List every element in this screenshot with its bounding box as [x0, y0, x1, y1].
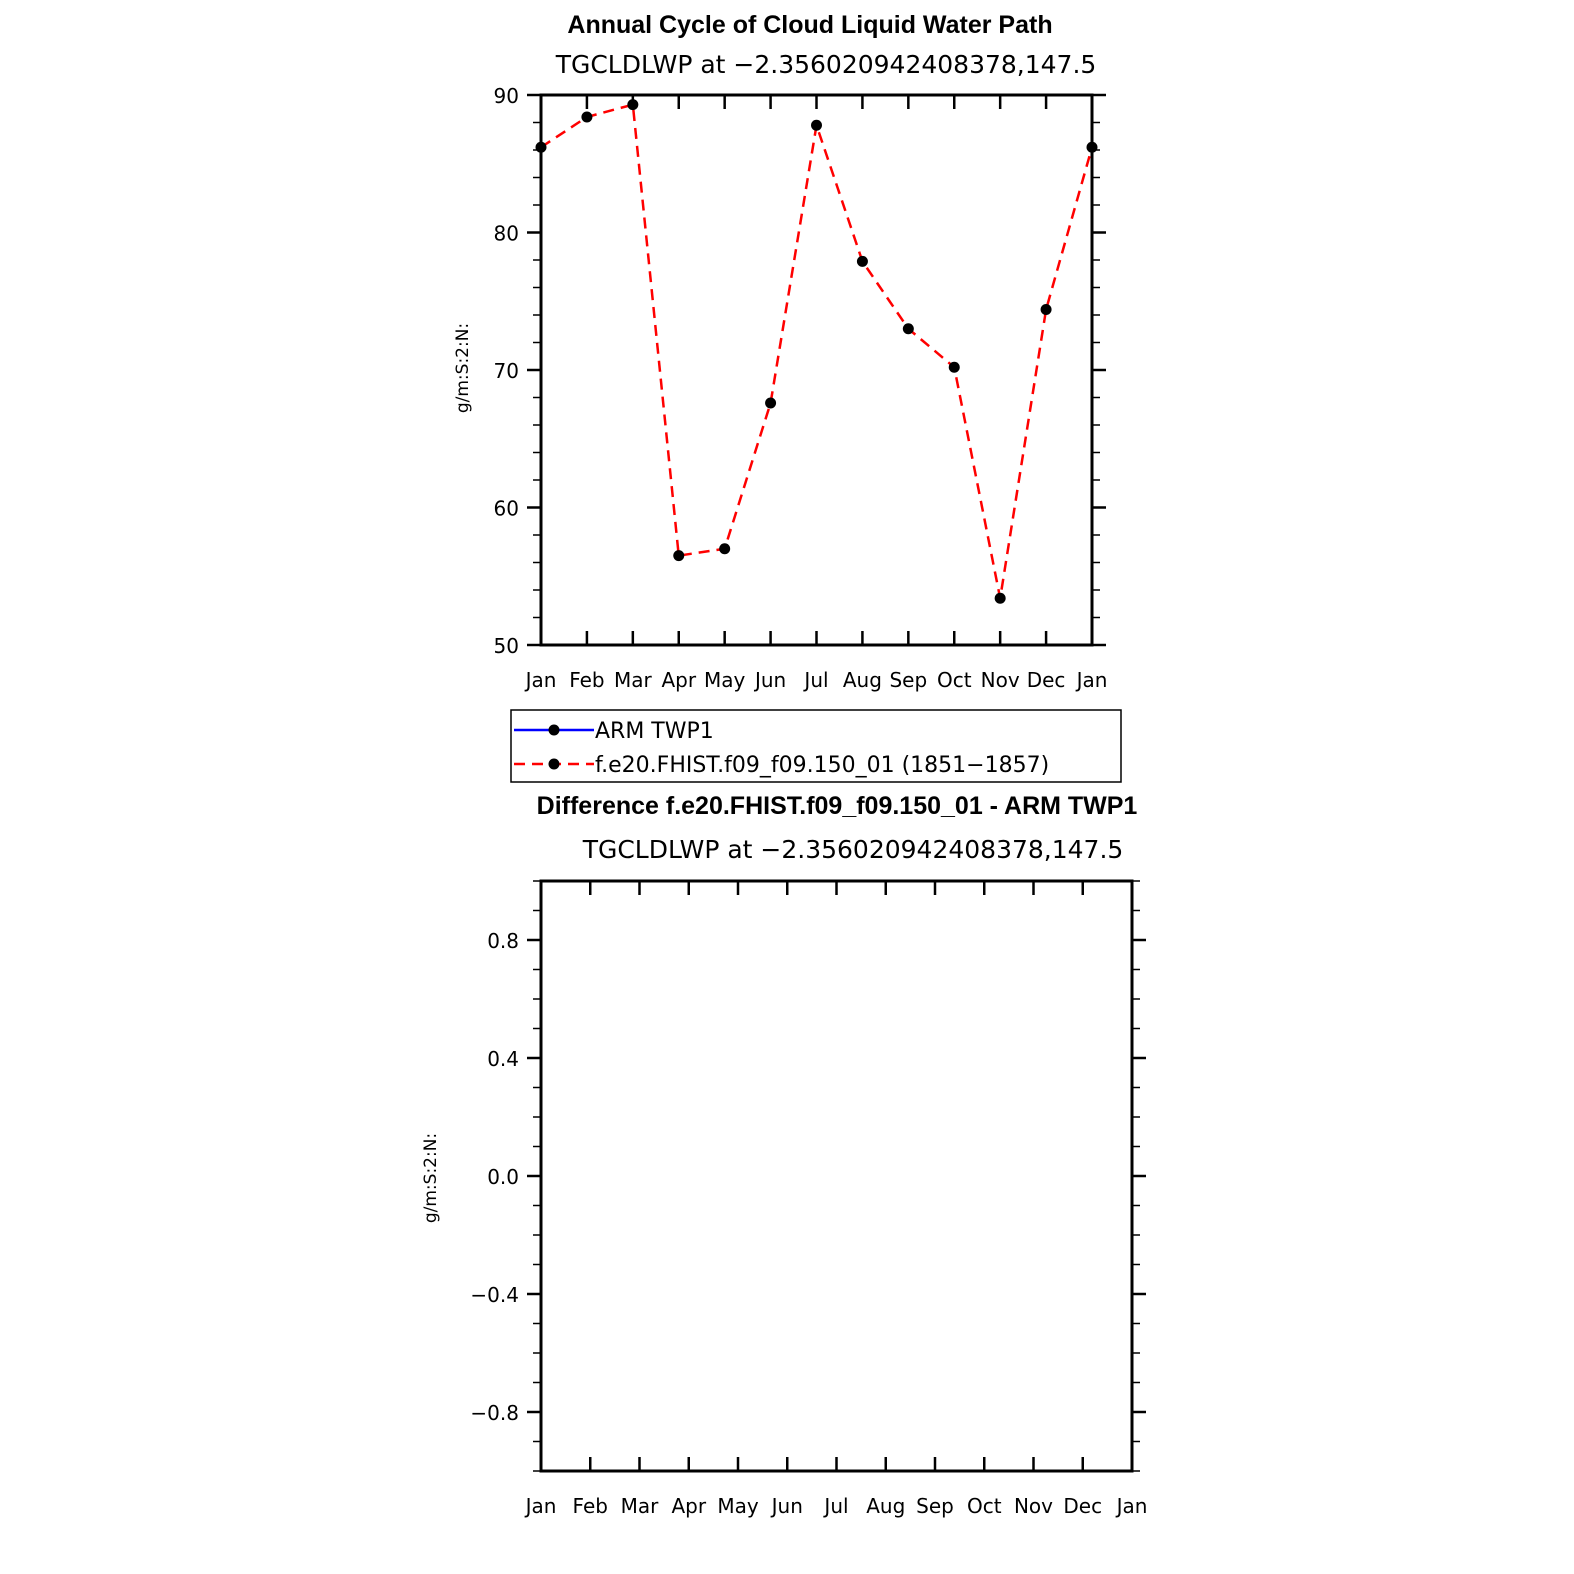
x-tick-label: Nov — [1013, 1494, 1054, 1518]
y-tick-label: 60 — [493, 496, 519, 521]
x-tick-label: Jun — [754, 668, 787, 692]
data-point — [719, 543, 730, 554]
x-tick-label: Mar — [613, 668, 652, 692]
x-tick-label: Nov — [980, 668, 1020, 692]
x-tick-label: Jun — [771, 1494, 803, 1518]
chart1-y-tick-labels — [494, 84, 519, 658]
x-tick-label: Oct — [966, 1494, 1002, 1518]
y-tick-label: 70 — [493, 359, 519, 383]
y-tick-label: 0.0 — [487, 1165, 519, 1189]
x-tick-label: Jul — [804, 668, 829, 692]
x-tick-label: Jul — [824, 1494, 849, 1518]
legend-marker-model — [549, 759, 560, 770]
x-tick-label: Feb — [572, 1494, 608, 1518]
legend-label-model: f.e20.FHIST.f09_f09.150_01 (1851−1857) — [595, 753, 1050, 778]
chart2-ticks — [527, 881, 1146, 1471]
x-tick-label: Aug — [842, 668, 882, 692]
chart2-title: Difference f.e20.FHIST.f09_f09.150_01 - ARM TWP1 — [536, 792, 1138, 820]
x-tick-label: May — [703, 668, 746, 692]
chart2-plot-frame — [541, 881, 1132, 1471]
y-tick-label: 0.8 — [487, 929, 519, 953]
x-tick-label: Jan — [525, 668, 557, 692]
x-tick-label: Aug — [866, 1494, 906, 1518]
data-point — [1041, 304, 1052, 315]
x-tick-label: Mar — [620, 1494, 659, 1518]
legend-label-arm: ARM TWP1 — [595, 719, 714, 744]
data-point — [811, 120, 822, 131]
y-tick-label: −0.8 — [470, 1401, 519, 1425]
x-tick-label: Feb — [569, 668, 605, 692]
x-tick-label: Apr — [671, 1494, 707, 1518]
legend-marker-arm — [549, 725, 560, 736]
x-tick-label: Apr — [661, 668, 697, 692]
y-tick-label: 50 — [493, 634, 519, 658]
chart1-title: Annual Cycle of Cloud Liquid Water Path — [567, 11, 1053, 39]
data-point — [536, 142, 547, 153]
series-line — [541, 105, 1092, 599]
x-tick-label: Jan — [1076, 668, 1108, 692]
y-tick-label: −0.4 — [470, 1283, 519, 1307]
chart2-y-axis-label: g/m:S:2:N: — [421, 1132, 441, 1224]
chart1-x-tick-labels — [524, 668, 1108, 692]
data-point — [949, 362, 960, 373]
chart1-ticks — [527, 95, 1106, 645]
data-point — [995, 593, 1006, 604]
x-tick-label: Jan — [1116, 1494, 1148, 1518]
y-tick-label: 90 — [493, 84, 519, 108]
data-point — [627, 99, 638, 110]
data-point — [1087, 142, 1098, 153]
x-tick-label: Oct — [936, 668, 972, 692]
chart2-y-tick-labels — [470, 929, 519, 1425]
x-tick-label: Dec — [1063, 1494, 1103, 1518]
x-tick-label: May — [717, 1494, 759, 1518]
legend — [511, 710, 1121, 782]
y-tick-label: 80 — [493, 221, 519, 246]
data-point — [857, 256, 868, 267]
data-point — [765, 398, 776, 409]
data-point — [903, 323, 914, 334]
data-point — [581, 112, 592, 123]
chart1-plot-frame — [541, 95, 1092, 645]
annual-cycle-chart — [453, 11, 1107, 692]
data-point — [673, 550, 684, 561]
x-tick-label: Dec — [1026, 668, 1066, 692]
chart2-x-tick-labels — [524, 1494, 1148, 1518]
chart1-subtitle: TGCLDLWP at −2.356020942408378,147.5 — [555, 50, 1097, 79]
x-tick-label: Sep — [916, 1494, 954, 1518]
difference-chart — [421, 792, 1147, 1518]
x-tick-label: Sep — [889, 668, 928, 692]
chart2-subtitle: TGCLDLWP at −2.356020942408378,147.5 — [582, 835, 1124, 864]
x-tick-label: Jan — [525, 1494, 557, 1518]
chart1-series — [536, 99, 1098, 604]
chart1-y-axis-label: g/m:S:2:N: — [453, 322, 473, 414]
y-tick-label: 0.4 — [487, 1047, 519, 1071]
